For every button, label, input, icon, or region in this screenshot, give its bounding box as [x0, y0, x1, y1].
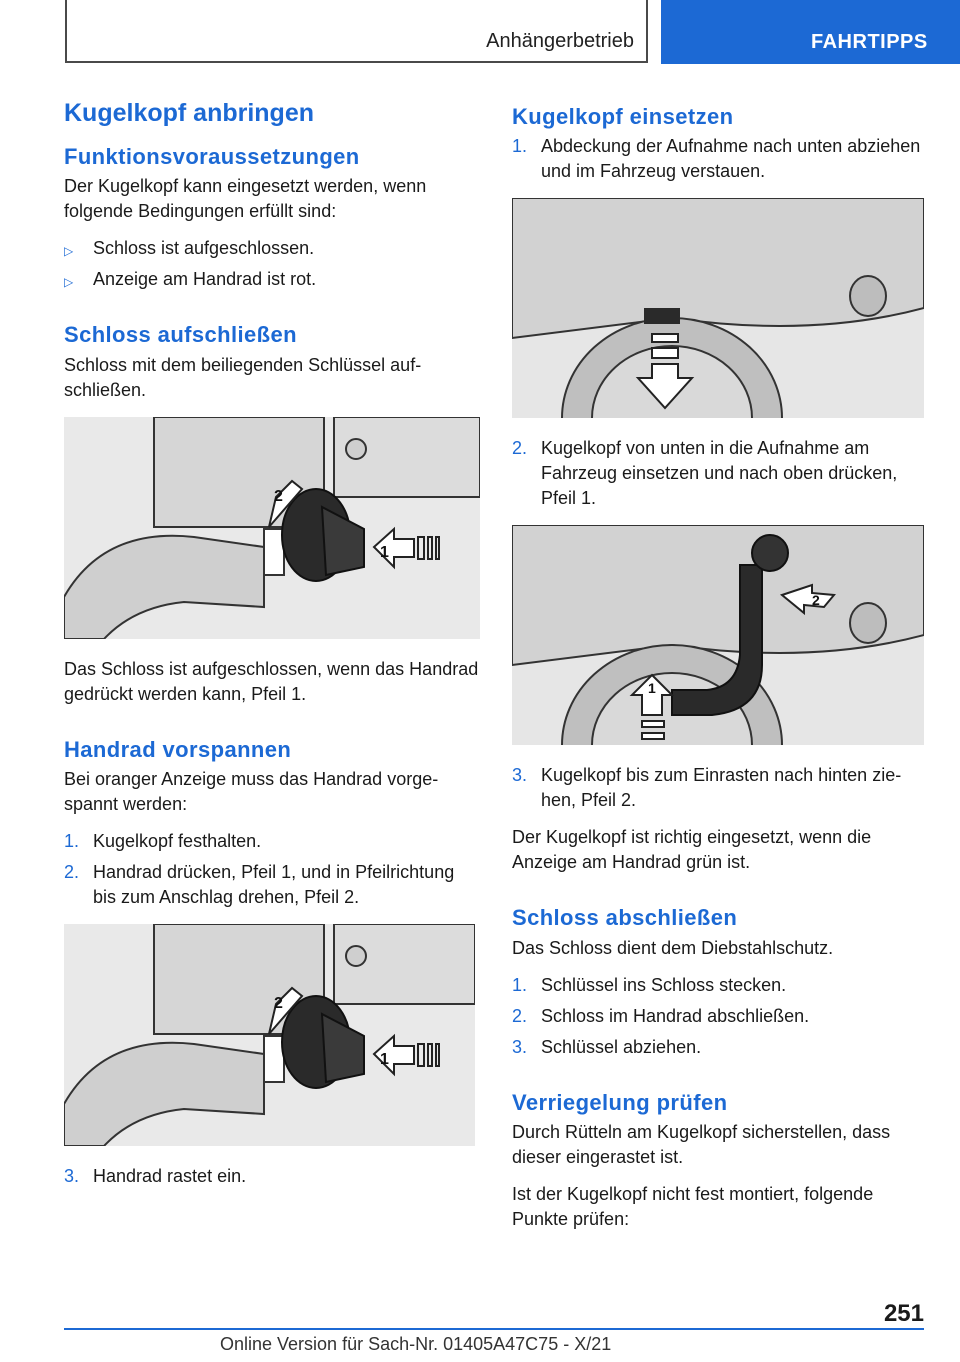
triangle-bullet-icon: ▷ [64, 244, 74, 259]
left-column [64, 98, 480, 1201]
numbered-list [64, 829, 480, 910]
step-number: 1. [64, 831, 80, 852]
arrow-label-2: 2 [274, 995, 283, 1013]
paragraph: Durch Rütteln am Kugelkopf sicherstellen, dass dieser eingerastet ist. [512, 1122, 891, 1168]
paragraph: Das Schloss dient dem Diebstahlschutz. [512, 937, 834, 958]
figure-insert-ballhead [512, 525, 924, 745]
list-item: 2. Handrad drücken, Pfeil 1, und in Pfeilrichtung bis zum Anschlag drehen, Pfeil 2. [64, 862, 455, 908]
numbered-list [512, 973, 924, 1060]
footer-online-version: Online Version für Sach-Nr. 01405A47C75 - X/21 [220, 1334, 612, 1354]
list-item: ▷ Anzeige am Handrad ist rot. [64, 267, 480, 292]
numbered-list [512, 436, 924, 511]
triangle-bullet-icon: ▷ [64, 275, 74, 290]
header-section-tab [65, 0, 648, 63]
step-number: 3. [64, 1166, 80, 1187]
heading-schloss-aufschliessen: Schloss aufschließen [64, 322, 297, 348]
towbar-handwheel-illustration [64, 924, 475, 1146]
list-item: 2. Kugelkopf von unten in die Aufnahme am Fahrzeug einsetzen und nach oben drücken, Pfeil 1. [512, 438, 898, 509]
list-item: 3. Kugelkopf bis zum Einrasten nach hinten ziehen, Pfeil 2. [512, 765, 902, 811]
rear-bumper-illustration [512, 198, 924, 418]
step-number: 1. [512, 974, 528, 995]
figure-unlock-handwheel [64, 417, 480, 639]
heading-handrad-vorspannen: Handrad vorspannen [64, 736, 292, 762]
heading-funktionsvoraussetzungen: Funktionsvoraussetzungen [64, 144, 360, 169]
step-number: 2. [512, 438, 528, 459]
list-item: 3. Handrad rastet ein. [64, 1164, 480, 1189]
towbar-handwheel-illustration [64, 417, 480, 639]
list-item: 1. Kugelkopf festhalten. [64, 829, 480, 854]
heading-schloss-abschliessen: Schloss abschließen [512, 905, 738, 931]
step-number: 1. [512, 136, 528, 157]
numbered-list [512, 763, 924, 813]
list-item: ▷ Schloss ist aufgeschlossen. [64, 236, 480, 261]
arrow-label-1: 1 [648, 680, 656, 697]
page-title: Kugelkopf anbringen [64, 99, 314, 127]
step-number: 2. [512, 1005, 528, 1026]
paragraph: Der Kugelkopf kann eingesetzt werden, wenn folgende Bedingungen erfüllt sind: [64, 176, 427, 222]
page-number: 251 [883, 1300, 924, 1327]
list-item: 3. Schlüssel abziehen. [512, 1035, 924, 1060]
list-item: 2. Schloss im Handrad abschließen. [512, 1004, 924, 1029]
paragraph: Bei oranger Anzeige muss das Handrad vorgespannt werden: [64, 769, 439, 815]
list-item: 1. Abdeckung der Aufnahme nach unten abziehen und im Fahrzeug verstauen. [512, 136, 921, 182]
heading-verriegelung-pruefen: Verriegelung prüfen [512, 1089, 728, 1115]
ballhead-insertion-illustration [512, 525, 924, 745]
bullet-list [64, 236, 480, 292]
figure-cover-removal [512, 198, 924, 418]
step-number: 2. [64, 862, 80, 883]
numbered-list [64, 1164, 480, 1189]
footer-divider [64, 1328, 924, 1330]
step-number: 3. [512, 1036, 528, 1057]
figure-pretension-handwheel [64, 924, 475, 1146]
paragraph: Das Schloss ist aufgeschlossen, wenn das Handrad gedrückt werden kann, Pfeil 1. [64, 658, 479, 704]
paragraph: Schloss mit dem beiliegenden Schlüssel aufschließen. [64, 354, 422, 400]
arrow-label-2: 2 [274, 487, 283, 505]
step-number: 3. [512, 765, 528, 786]
arrow-label-1: 1 [380, 543, 389, 561]
numbered-list [512, 134, 924, 184]
header-chapter-title: FAHRTIPPS [811, 31, 928, 53]
paragraph: Ist der Kugelkopf nicht fest montiert, folgende Punkte prüfen: [512, 1184, 874, 1230]
list-item: 1. Schlüssel ins Schloss stecken. [512, 973, 924, 998]
arrow-label-1: 1 [380, 1051, 389, 1069]
right-column [512, 104, 924, 1244]
header-section-title: Anhängerbetrieb [486, 30, 634, 52]
paragraph: Der Kugelkopf ist richtig eingesetzt, wenn die Anzeige am Handrad grün ist. [512, 827, 872, 873]
heading-kugelkopf-einsetzen: Kugelkopf einsetzen [512, 104, 734, 129]
header-chapter-tab [661, 0, 960, 64]
arrow-label-2: 2 [812, 592, 820, 609]
